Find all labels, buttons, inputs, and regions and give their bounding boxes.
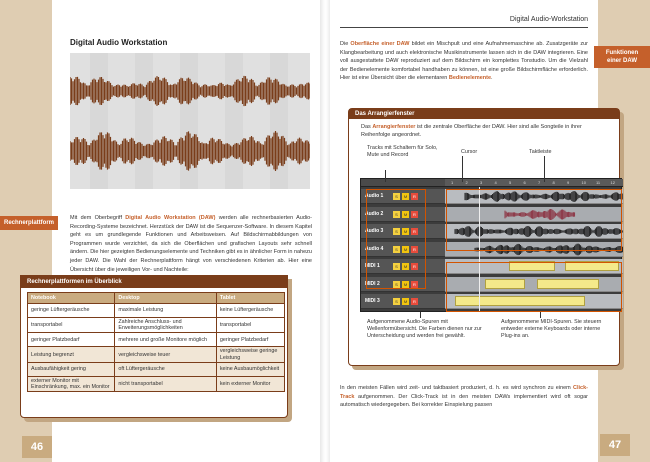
record-button[interactable]: R — [411, 193, 418, 200]
table-row — [28, 304, 285, 318]
timeline-ruler — [445, 179, 623, 187]
running-head: Digital Audio-Workstation — [340, 12, 588, 28]
callout-box-audio-lanes — [446, 189, 622, 251]
track-name: Audio 1 — [365, 193, 384, 199]
track-name: MIDI 3 — [365, 298, 380, 304]
record-button[interactable]: R — [411, 211, 418, 218]
ruler-mark: 7 — [538, 180, 541, 185]
table-cell: mehrere und große Monitore möglich — [115, 333, 217, 347]
left-intro-paragraph: Mit dem Oberbegriff Digital Audio Workstation (DAW) werden alle rechnerbasierten Audio-Recording-Systeme bezeichnet. Herzstück der DAW ist die Sequenzer-Software. In diesem Kapitel geht es um grundlegende Funktionen und Arbeitsweisen. Auf Bildschirmabbildungen von Programmen wurde verzichtet, da sich die Oberflächen und grafischen Layouts sehr schnell ändern. Die hier gezeigten Bedienungselemente und Techniken gibt es in ähnlicher Form in nahezu jeder DAW. Die Wahl der Rechnerplattform hängt von verschiedenen Kriterien ab. Hier eine Übersicht über die jeweiligen Vor- und Nachteile: — [70, 215, 312, 273]
annotation-audio: Aufgenommene Audio-Spuren mit Wellenformübersicht. Die Farben dienen nur zur Unterscheidung und werden frei gewählt. — [367, 319, 482, 339]
track-header[interactable] — [361, 294, 445, 309]
term-bedienelemente: Bedienelemente — [448, 75, 492, 82]
platform-table — [27, 292, 285, 392]
ruler-mark: 4 — [494, 180, 497, 185]
right-bottom-paragraph: In den meisten Fällen wird zeit- und taktbasiert produziert, d. h. es wird synchron zu einem Click-Track aufgenommen. Der Click-Track ist in den meisten DAWs implementiert wird oft sogar automatisch wiedergegeben. Bei korrekter Einspielung passen — [340, 385, 588, 409]
table-cell: oft Lüftergeräusche — [115, 362, 217, 376]
ruler-mark: 5 — [509, 180, 512, 185]
table-cell: Leistung begrenzt — [28, 347, 115, 362]
annotation-midi: Aufgenommene MIDI-Spuren. Sie steuern entweder externe Keyboards oder interne Plug-ins an. — [501, 319, 602, 339]
ruler-mark: 9 — [567, 180, 570, 185]
section-title: Digital Audio Workstation — [70, 38, 168, 47]
callout-line-midi — [540, 312, 541, 318]
table-cell: transportabel — [28, 318, 115, 333]
mute-button[interactable]: M — [403, 281, 408, 287]
book-gutter — [320, 0, 330, 462]
table-cell: transportabel — [216, 318, 284, 333]
track-name: MIDI 2 — [365, 280, 380, 287]
callout-line-tracks — [385, 170, 386, 182]
table-title: Rechnerplattformen im Überblick — [21, 276, 287, 288]
track-name: Audio 3 — [365, 228, 384, 234]
ruler-mark: 11 — [596, 180, 601, 185]
track-name: MIDI 1 — [365, 263, 380, 269]
record-button[interactable]: R — [411, 228, 418, 235]
ruler-mark: 1 — [451, 180, 454, 185]
record-button[interactable]: R — [411, 298, 418, 305]
table-cell: geringe Lüftergeräusche — [28, 304, 115, 318]
table-cell: geringer Platzbedarf — [28, 333, 115, 347]
solo-button[interactable]: S — [393, 246, 400, 253]
ruler-mark: 3 — [480, 180, 483, 185]
track-name: Audio 2 — [365, 210, 384, 217]
track-name: Audio 4 — [365, 245, 384, 252]
table-cell: kein externer Monitor — [216, 376, 284, 391]
table-row — [28, 347, 285, 362]
solo-button[interactable]: S — [393, 263, 400, 270]
track-header-top — [361, 179, 445, 187]
callout-line-cursor — [462, 156, 463, 182]
figure-caption: Das Arrangierfenster ist die zentrale Oberfläche der DAW. Hier sind alle Songteile in ihrer Reihenfolge angeordnet. — [361, 124, 582, 138]
table-cell: Ausbaufähigkeit gering — [28, 362, 115, 376]
waveform-graphic — [70, 53, 310, 189]
platform-table-box — [20, 275, 288, 418]
solo-button[interactable]: S — [393, 281, 400, 288]
record-button[interactable]: R — [411, 246, 418, 253]
table-cell: Zahlreiche Anschluss- und Erweiterungsmöglichkeiten — [115, 318, 217, 333]
annotation-cursor: Cursor — [461, 149, 478, 155]
callout-box-midi-lanes — [446, 262, 622, 312]
callout-line-audio — [420, 312, 421, 318]
term-oberflaeche: Oberfläche einer DAW — [350, 41, 410, 47]
term-arrangierfenster: Arrangierfenster — [372, 124, 416, 130]
side-label-funktionen: Funktionen einer DAW — [594, 46, 650, 68]
ruler-mark: 8 — [552, 180, 555, 185]
col-header-tablet: Tablet — [216, 293, 284, 304]
figure-title: Das Arrangierfenster — [349, 109, 619, 119]
table-cell: vergleichsweise teuer — [115, 347, 217, 362]
table-cell: vergleichsweise geringe Leistung — [216, 347, 284, 362]
ruler-mark: 10 — [581, 180, 586, 185]
waveform-image — [70, 53, 310, 189]
mute-button[interactable]: M — [403, 246, 408, 252]
table-row — [28, 376, 285, 391]
mute-button[interactable]: M — [403, 194, 408, 199]
mute-button[interactable]: M — [403, 264, 408, 269]
table-cell: externer Monitor mit Einschränkung, max. ein Monitor — [28, 376, 115, 391]
col-header-notebook: Notebook — [28, 293, 115, 304]
table-row — [28, 362, 285, 376]
ruler-mark: 2 — [465, 180, 468, 185]
solo-button[interactable]: S — [393, 193, 400, 200]
record-button[interactable]: R — [411, 281, 418, 288]
ruler-mark: 6 — [523, 180, 526, 185]
term-daw: Digital Audio Workstation (DAW) — [125, 215, 216, 221]
page-number-right: 47 — [600, 434, 630, 456]
mute-button[interactable]: M — [403, 229, 408, 234]
table-row — [28, 318, 285, 333]
table-cell: keine Lüftergeräusche — [216, 304, 284, 318]
page-number-left: 46 — [22, 436, 52, 458]
table-cell: nicht transportabel — [115, 376, 217, 391]
col-header-desktop: Desktop — [115, 293, 217, 304]
table-cell: maximale Leistung — [115, 304, 217, 318]
table-cell: keine Ausbaumöglichkeit — [216, 362, 284, 376]
side-label-rechnerplattform: Rechnerplattform — [0, 216, 58, 230]
ruler-mark: 12 — [610, 180, 615, 185]
callout-box-track-controls — [366, 189, 426, 289]
callout-line-ruler — [544, 156, 545, 182]
table-row — [28, 333, 285, 347]
mute-button[interactable]: M — [403, 299, 408, 304]
solo-button[interactable]: S — [393, 228, 400, 235]
record-button[interactable]: R — [411, 263, 418, 270]
annotation-tracks: Tracks mit Schaltern für Solo, Mute und Record — [367, 145, 438, 158]
term-click-track: Click-Track — [340, 385, 588, 400]
table-cell: geringer Platzbedarf — [216, 333, 284, 347]
annotation-ruler: Taktleiste — [529, 149, 552, 155]
solo-button[interactable]: S — [393, 211, 400, 218]
right-intro-paragraph: Die Oberfläche einer DAW bildet ein Mischpult und eine Aufnahmemaschine ab. Zusatzgeräte zur Klangbearbeitung und auch elektronische Musikinstrumente lassen sich in die DAW integrieren. Eine voll ausgestattete DAW reproduziert auf dem Bildschirm ein komplettes Tonstudio. Um die Vielzahl der Bedienelemente komfortabel handhaben zu können, ist eine große Bildschirmfläche erforderlich. Hier ist eine Übersicht über die elementaren Bedienelemente. — [340, 41, 588, 82]
mute-button[interactable]: M — [403, 211, 408, 217]
solo-button[interactable]: S — [393, 298, 400, 305]
